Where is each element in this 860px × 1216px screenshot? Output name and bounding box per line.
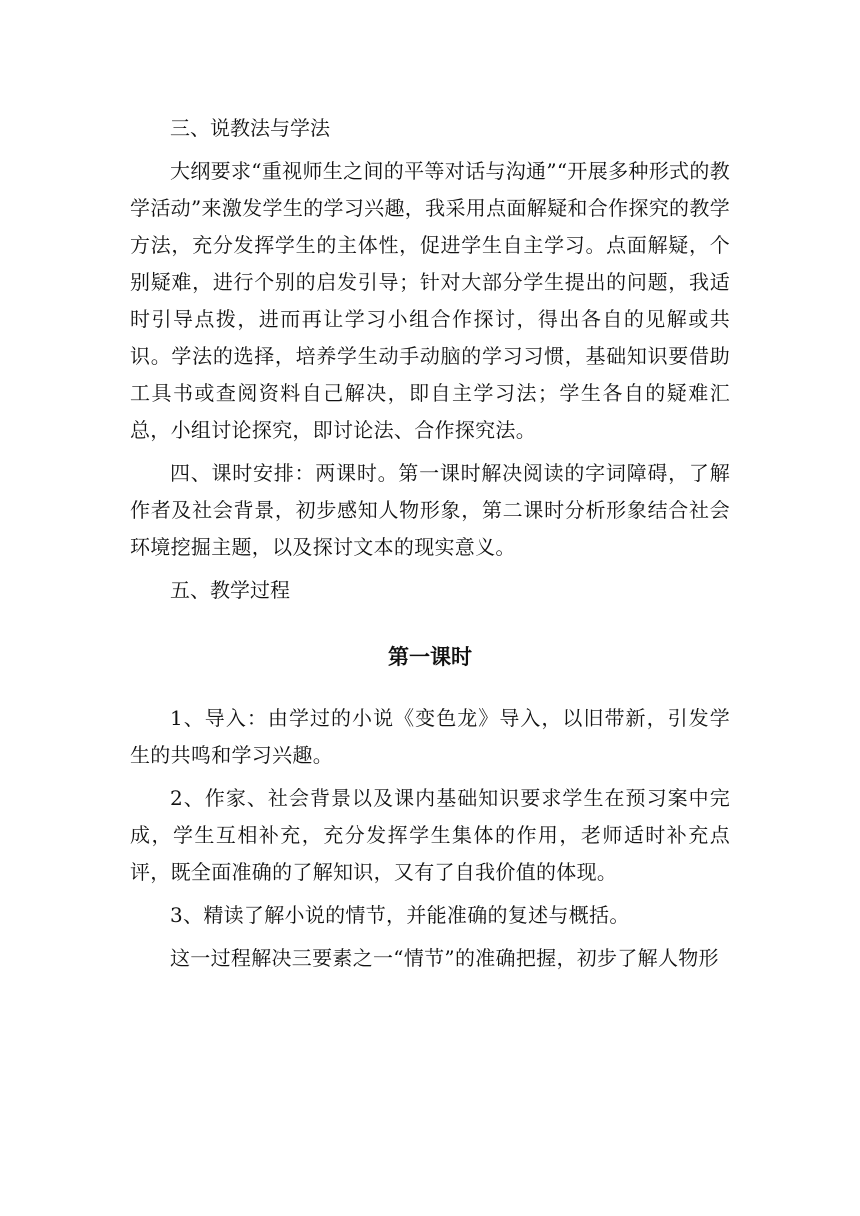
section-heading-teaching-process: 五、教学过程 bbox=[170, 578, 290, 602]
lesson-step-1: 1、导入：由学过的小说《变色龙》导入，以旧带新，引发学生的共鸣和学习兴趣。 bbox=[130, 706, 730, 767]
lesson-step-2: 2、作家、社会背景以及课内基础知识要求学生在预习案中完成，学生互相补充，充分发挥学生集体的作用，老师适时补充点评，既全面准确的了解知识，又有了自我价值的体现。 bbox=[130, 786, 730, 884]
document-page bbox=[130, 110, 730, 977]
lesson-step-3-detail: 这一过程解决三要素之一“情节”的准确把握，初步了解人物形 bbox=[170, 946, 719, 970]
section-heading-teaching-methods: 三、说教法与学法 bbox=[170, 116, 330, 140]
lesson-step-3: 3、精读了解小说的情节，并能准确的复述与概括。 bbox=[170, 903, 630, 927]
paragraph-teaching-methods: 大纲要求“重视师生之间的平等对话与沟通”“开展多种形式的教学活动”来激发学生的学习兴趣，我采用点面解疑和合作探究的教学方法，充分发挥学生的主体性，促进学生自主学习。点面解疑，个别疑难，进行个别的启发引导；针对大部分学生提出的问题，我适时引导点拨，进而再让学习小组合作探讨，得出各自的见解或共识。学法的选择，培养学生动手动脑的学习习惯，基础知识要借助工具书或查阅资料自己解决，即自主学习法；学生各自的疑难汇总，小组讨论探究，即讨论法、合作探究法。 bbox=[130, 159, 730, 442]
lesson-title: 第一课时 bbox=[388, 645, 472, 669]
paragraph-class-schedule: 四、课时安排：两课时。第一课时解决阅读的字词障碍，了解作者及社会背景，初步感知人物形象，第二课时分析形象结合社会环境挖掘主题，以及探讨文本的现实意义。 bbox=[130, 461, 730, 559]
